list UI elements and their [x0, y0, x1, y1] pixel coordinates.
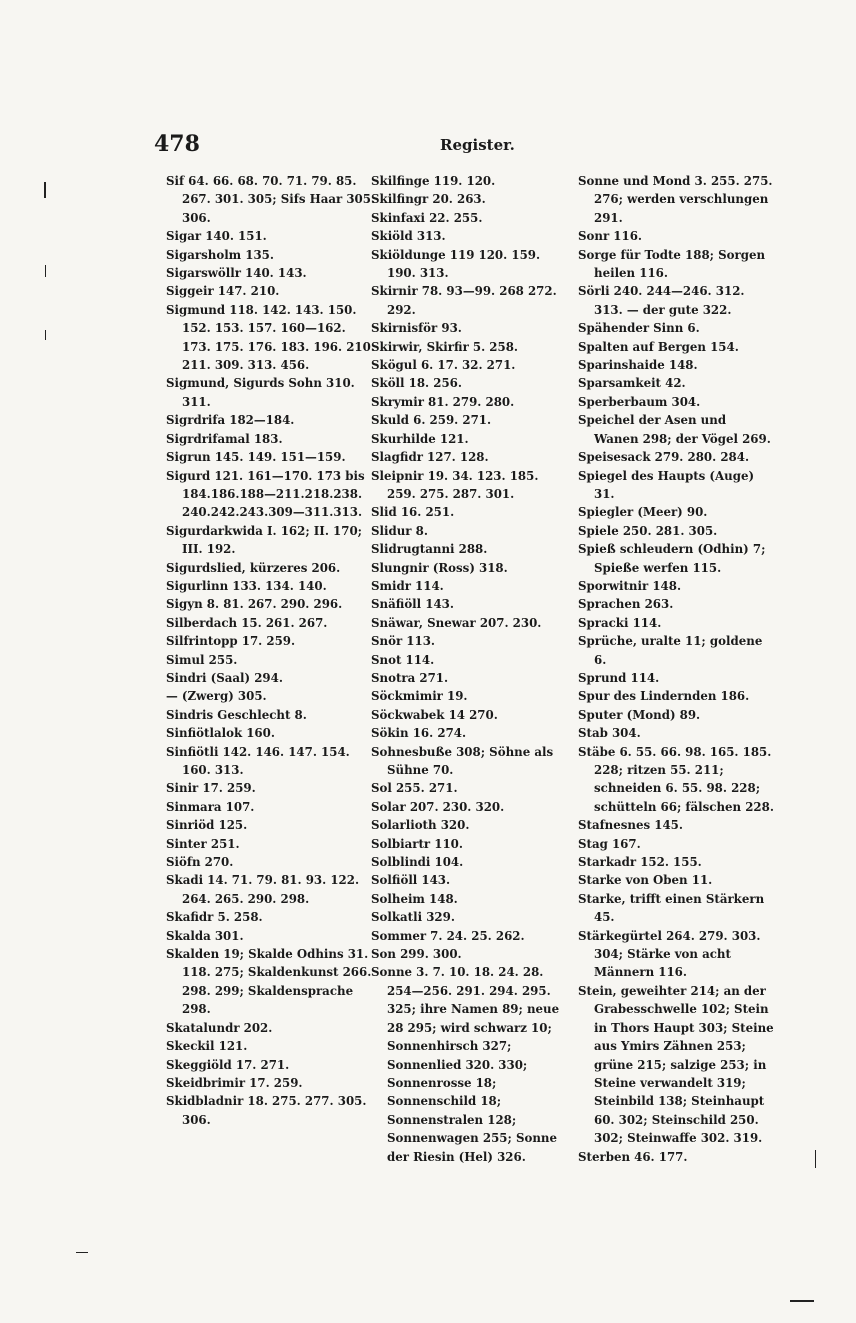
index-entry: Sigarswöllr 140. 143. — [166, 266, 307, 281]
index-entry: Solheim 148. — [371, 891, 458, 906]
index-entry: Sigmund 118. 142. 143. 150. 152. 153. 157. 160—162. 173. 175. 176. 183. 196. 210. 211. 309. 313. 456. — [166, 302, 375, 373]
index-entry: Sparinshaide 148. — [578, 358, 698, 373]
index-entry: Snäfiöll 143. — [371, 597, 454, 612]
index-entry: Skafidr 5. 258. — [166, 910, 263, 925]
index-entry: Sterben 46. 177. — [578, 1149, 688, 1164]
index-entry: Skirwir, Skirfir 5. 258. — [371, 339, 519, 354]
index-entry: Slagfidr 127. 128. — [371, 450, 489, 465]
index-entry: Sinmara 107. — [166, 799, 255, 814]
index-entry: Sindri (Saal) 294. — [166, 670, 283, 685]
index-entry: Stein, geweihter 214; an der Grabesschwelle 102; Stein in Thors Haupt 303; Steine aus Ymirs Zähnen 253; grüne 215; salzige 253; in Steine verwandelt 319; Steinbild 138; Steinhaupt 60. 302; Steinschild 250. 302; Steinwaffe 302. 319. — [578, 983, 774, 1146]
index-entry: Starke von Oben 11. — [578, 873, 713, 888]
index-entry: Skirnir 78. 93—99. 268 272. 292. — [371, 284, 557, 317]
index-entry: Sinriöd 125. — [166, 818, 248, 833]
index-entry: Sonne und Mond 3. 255. 275. 276; werden verschlungen 291. — [578, 174, 773, 225]
index-entry: Sigurd 121. 161—170. 173 bis 184.186.188—211.218.238. 240.242.243.309—311.313. — [166, 468, 365, 520]
margin-mark — [45, 330, 46, 340]
index-entry: Sigarsholm 135. — [166, 247, 274, 262]
index-entry: Stäbe 6. 55. 66. 98. 165. 185. 228; ritzen 55. 211; schneiden 6. 55. 98. 228; schütteln 66; fälschen 228. — [578, 744, 774, 814]
index-entry: Stab 304. — [578, 726, 641, 741]
index-entry: Sigrdrifamal 183. — [166, 431, 283, 446]
index-entry: Siggeir 147. 210. — [166, 284, 280, 299]
index-entry: Sommer 7. 24. 25. 262. — [371, 928, 525, 943]
index-entry: Spiegler (Meer) 90. — [578, 505, 708, 520]
margin-mark — [76, 1252, 88, 1253]
index-entry: Silfrintopp 17. 259. — [166, 634, 296, 649]
index-entry: Sputer (Mond) 89. — [578, 707, 701, 722]
index-entry: — (Zwerg) 305. — [166, 689, 267, 704]
index-entry: Sprüche, uralte 11; goldene 6. — [578, 634, 763, 667]
index-entry: Sleipnir 19. 34. 123. 185. 259. 275. 287. 301. — [371, 468, 539, 501]
index-entry: Skadi 14. 71. 79. 81. 93. 122. 264. 265. 290. 298. — [166, 873, 360, 906]
margin-mark — [44, 182, 46, 198]
index-entry: Stag 167. — [578, 836, 641, 851]
index-entry: Son 299. 300. — [371, 947, 462, 962]
index-entry: Starkadr 152. 155. — [578, 855, 702, 870]
index-entry: Solkatli 329. — [371, 910, 455, 925]
index-entry: Sinfiötli 142. 146. 147. 154. 160. 313. — [166, 744, 350, 777]
index-entry: Simul 255. — [166, 652, 238, 667]
index-entry: Sorge für Todte 188; Sorgen heilen 116. — [578, 247, 766, 281]
index-entry: Sparsamkeit 42. — [578, 376, 686, 391]
page-title: Register. — [440, 136, 515, 154]
margin-mark — [815, 1150, 816, 1168]
index-column-2 — [371, 172, 569, 1166]
index-entry: Snör 113. — [371, 634, 436, 649]
index-entry: Söckmimir 19. — [371, 689, 468, 704]
index-entry: Slidrugtanni 288. — [371, 542, 488, 557]
index-entry: Skrymir 81. 279. 280. — [371, 394, 515, 409]
index-entry: Sigyn 8. 81. 267. 290. 296. — [166, 597, 343, 612]
index-entry: Sperberbaum 304. — [578, 394, 701, 409]
index-entry: Sigar 140. 151. — [166, 229, 267, 244]
index-entry: Spiegel des Haupts (Auge) 31. — [578, 468, 755, 501]
index-entry: Skalda 301. — [166, 928, 244, 943]
index-entry: Sigrdrifa 182—184. — [166, 413, 295, 428]
index-entry: Snot 114. — [371, 652, 435, 667]
index-entry: Stärkegürtel 264. 279. 303. 304; Stärke von acht Männern 116. — [578, 928, 761, 980]
index-entry: Sinter 251. — [166, 836, 240, 851]
index-entry: Solarlioth 320. — [371, 818, 470, 833]
index-entry: Solbiartr 110. — [371, 836, 463, 851]
index-column-3 — [578, 172, 774, 1166]
index-entry: Skeckil 121. — [166, 1039, 248, 1054]
index-entry: Solblindi 104. — [371, 855, 464, 870]
index-entry: Sörli 240. 244—246. 312. 313. — der gute 322. — [578, 284, 745, 317]
index-entry: Söckwabek 14 270. — [371, 707, 498, 722]
index-entry: Sökin 16. 274. — [371, 726, 467, 741]
index-entry: Snäwar, Snewar 207. 230. — [371, 615, 542, 630]
index-entry: Spieß schleudern (Odhin) 7; Spieße werfen 115. — [578, 542, 766, 575]
index-entry: Sonne 3. 7. 10. 18. 24. 28. 254—256. 291. 294. 295. 325; ihre Namen 89; neue 28 295; wird schwarz 10; Sonnenhirsch 327; Sonnenlied 320. 330; Sonnenrosse 18; Sonnenschild 18; Sonnenstralen 128; Sonnenwagen 255; Sonne der Riesin (Hel) 326. — [371, 965, 560, 1164]
index-entry: Stafnesnes 145. — [578, 818, 683, 833]
index-entry: Skeggiöld 17. 271. — [166, 1057, 290, 1072]
margin-mark — [790, 1300, 814, 1302]
index-entry: Sol 255. 271. — [371, 781, 458, 796]
index-entry: Solfiöll 143. — [371, 873, 451, 888]
index-entry: Spur des Lindernden 186. — [578, 689, 750, 704]
index-entry: Starke, trifft einen Stärkern 45. — [578, 891, 765, 925]
index-entry: Sigrun 145. 149. 151—159. — [166, 450, 346, 465]
index-entry: Silberdach 15. 261. 267. — [166, 615, 328, 630]
index-entry: Skinfaxi 22. 255. — [371, 210, 483, 225]
index-entry: Sif 64. 66. 68. 70. 71. 79. 85. 267. 301. 305; Sifs Haar 305. 306. — [166, 174, 376, 225]
index-entry: Sigurdslied, kürzeres 206. — [166, 560, 341, 575]
index-entry: Skiöldunge 119 120. 159. 190. 313. — [371, 247, 541, 281]
index-entry: Sindris Geschlecht 8. — [166, 707, 307, 722]
index-entry: Skurhilde 121. — [371, 431, 469, 446]
index-entry: Skirnisför 93. — [371, 321, 462, 336]
index-entry: Sigurlinn 133. 134. 140. — [166, 578, 327, 593]
index-entry: Skögul 6. 17. 32. 271. — [371, 358, 516, 373]
index-entry: Slidur 8. — [371, 523, 428, 538]
index-entry: Skidbladnir 18. 275. 277. 305. 306. — [166, 1094, 367, 1127]
index-entry: Sinir 17. 259. — [166, 781, 256, 796]
index-entry: Sigmund, Sigurds Sohn 310. 311. — [166, 376, 355, 409]
index-entry: Smidr 114. — [371, 578, 444, 593]
index-entry: Snotra 271. — [371, 670, 449, 685]
index-entry: Sonr 116. — [578, 229, 643, 244]
page-number: 478 — [154, 131, 200, 157]
index-entry: Siöfn 270. — [166, 855, 234, 870]
index-entry: Skalden 19; Skalde Odhins 31. 118. 275; Skaldenkunst 266. 298. 299; Skaldensprache 298. — [166, 947, 372, 1017]
index-entry: Speisesack 279. 280. 284. — [578, 450, 750, 465]
index-entry: Slid 16. 251. — [371, 505, 455, 520]
index-entry: Spalten auf Bergen 154. — [578, 339, 739, 354]
index-entry: Speichel der Asen und Wanen 298; der Vögel 269. — [578, 413, 771, 446]
index-entry: Sköll 18. 256. — [371, 376, 462, 391]
index-entry: Skiöld 313. — [371, 229, 446, 244]
index-entry: Skilfingr 20. 263. — [371, 192, 486, 207]
index-entry: Sinfiötlalok 160. — [166, 726, 275, 741]
index-entry: Skeidbrimir 17. 259. — [166, 1075, 303, 1090]
index-entry: Spähender Sinn 6. — [578, 321, 700, 336]
index-entry: Skuld 6. 259. 271. — [371, 413, 492, 428]
index-entry: Sohnesbuße 308; Söhne als Sühne 70. — [371, 744, 554, 777]
index-entry: Slungnir (Ross) 318. — [371, 560, 508, 575]
index-entry: Skatalundr 202. — [166, 1020, 273, 1035]
margin-mark — [45, 265, 46, 277]
index-entry: Spracki 114. — [578, 615, 662, 630]
index-entry: Solar 207. 230. 320. — [371, 799, 505, 814]
index-entry: Spiele 250. 281. 305. — [578, 523, 718, 538]
index-entry: Sprachen 263. — [578, 597, 674, 612]
index-entry: Sporwitnir 148. — [578, 578, 682, 593]
index-entry: Skilfinge 119. 120. — [371, 174, 496, 188]
index-column-1 — [166, 172, 378, 1129]
index-entry: Sprund 114. — [578, 670, 660, 685]
index-entry: Sigurdarkwida I. 162; II. 170; III. 192. — [166, 523, 363, 557]
